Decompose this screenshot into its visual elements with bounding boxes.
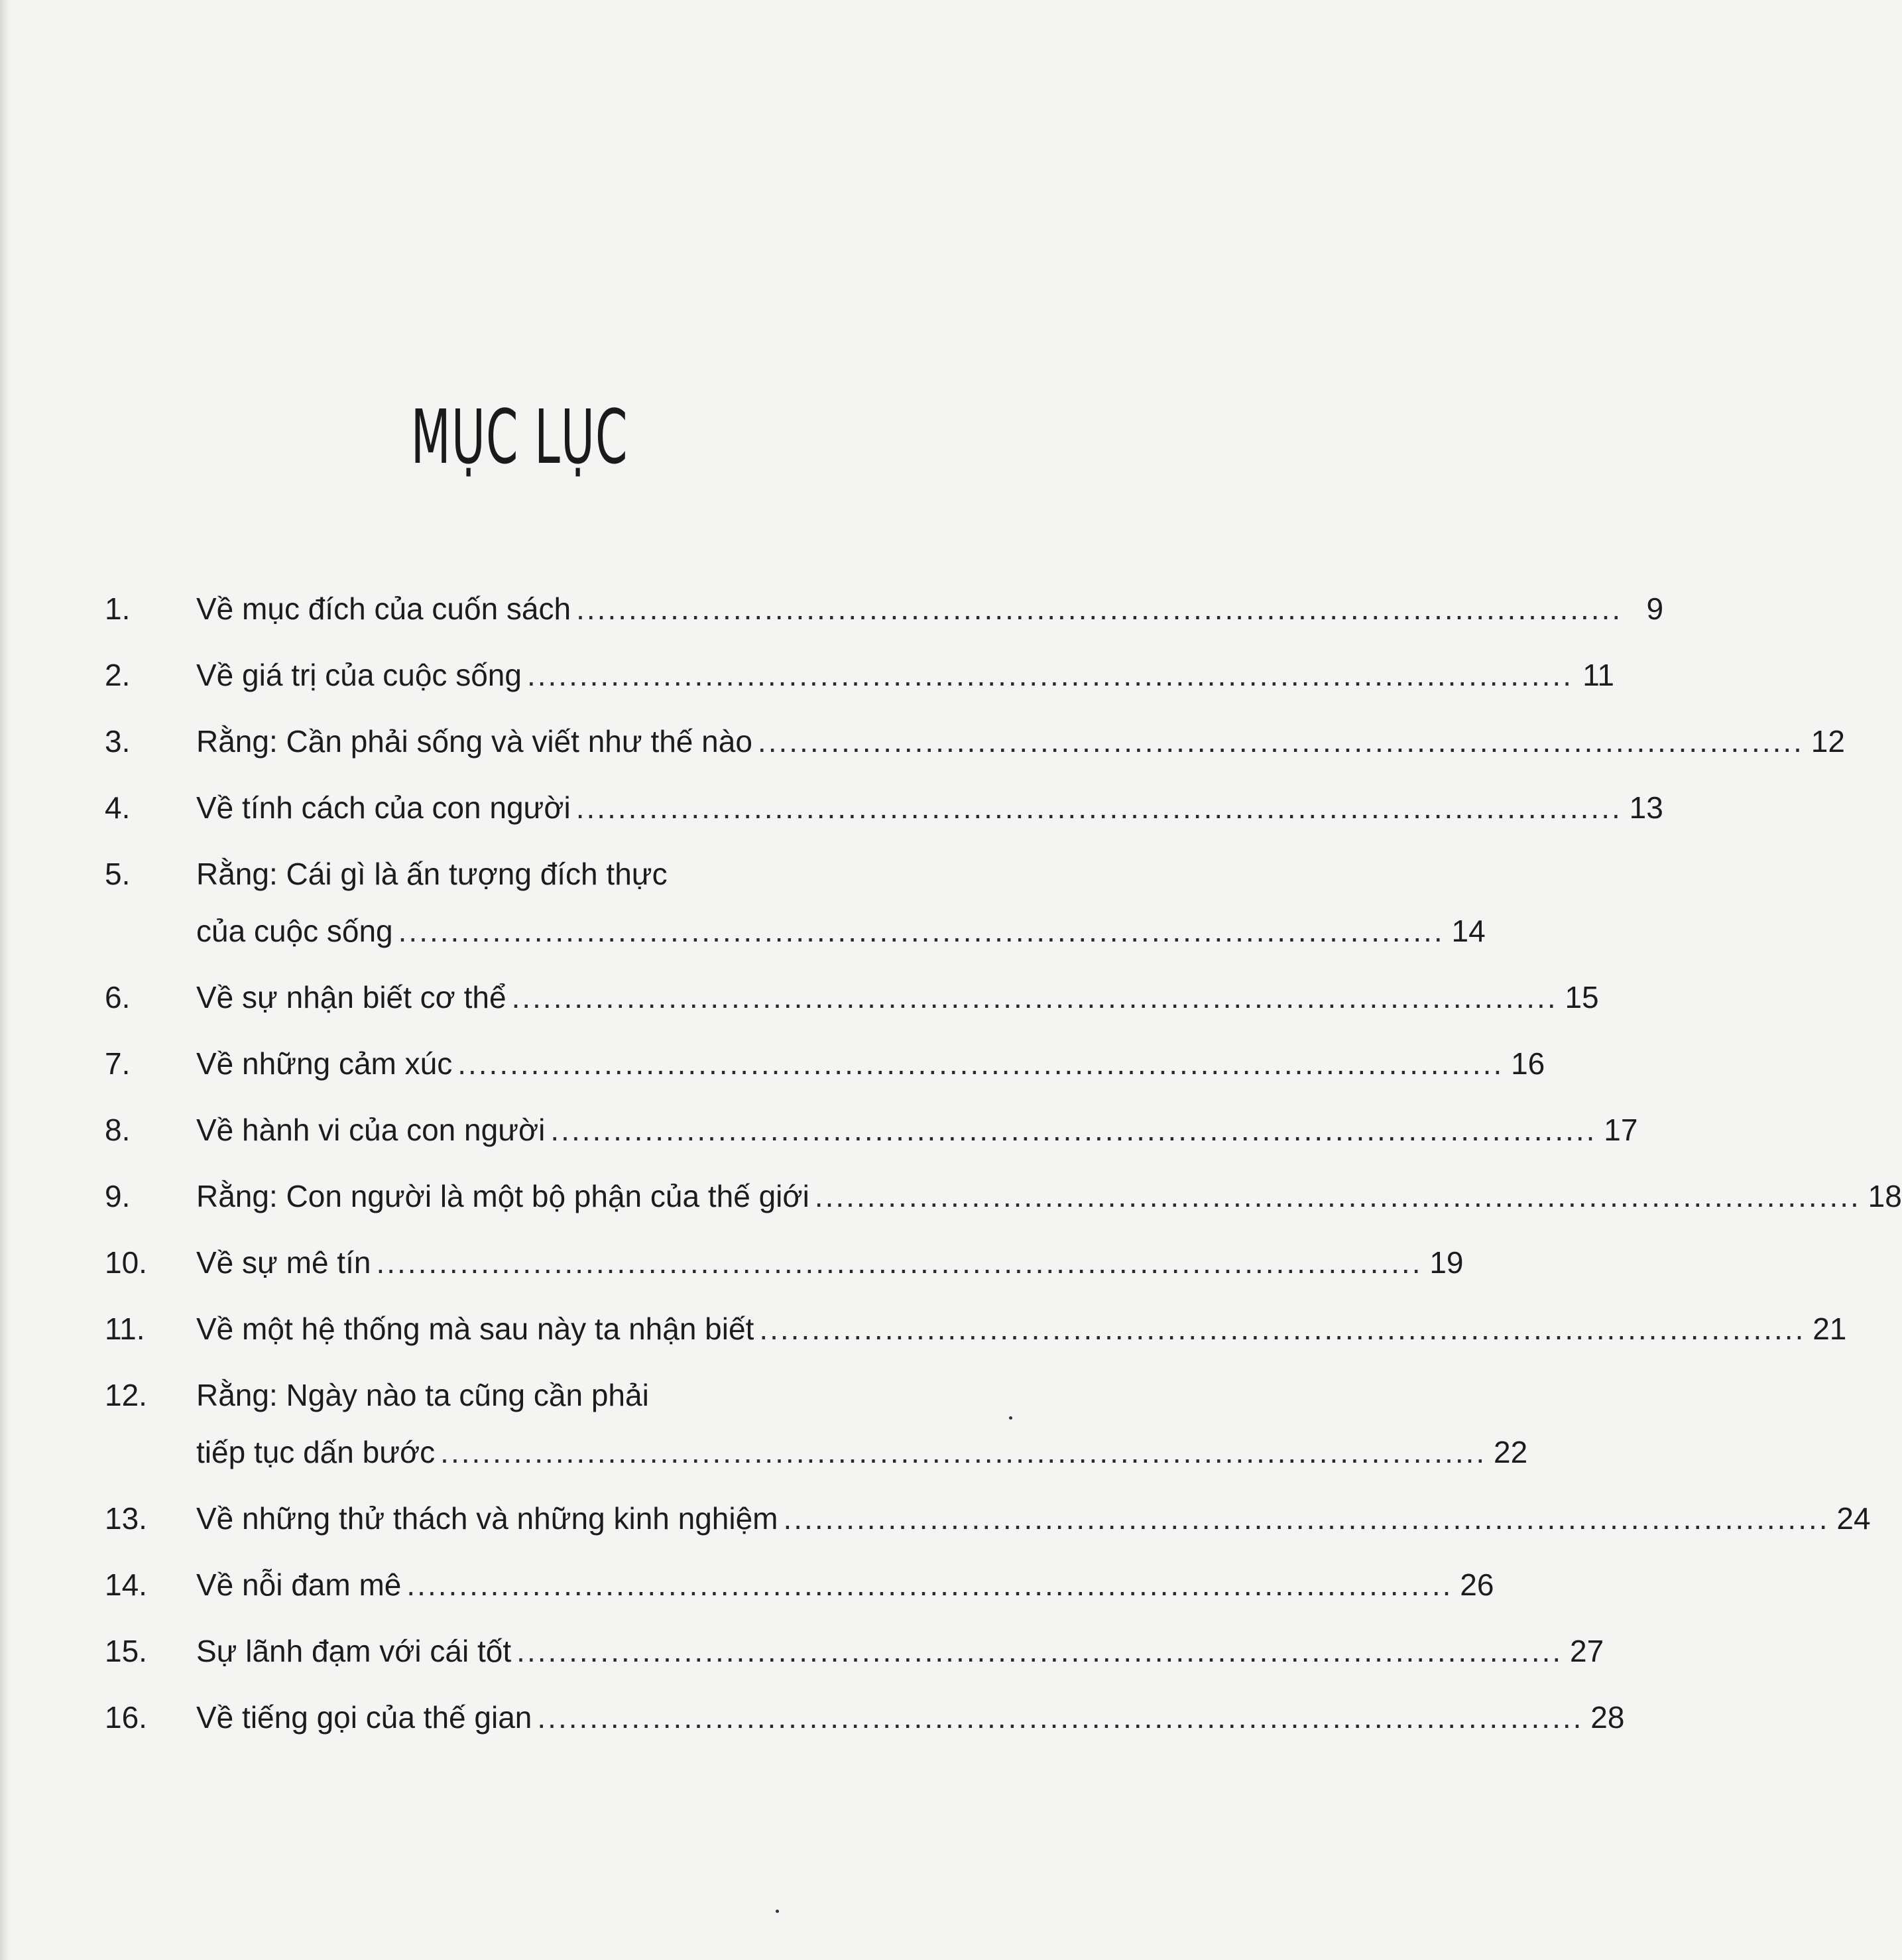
toc-entry-line: [196, 855, 920, 892]
toc-entry-title: Về những thử thách và những kinh nghiệm: [196, 1501, 778, 1536]
toc-entry-number: 12.: [105, 1378, 147, 1412]
toc-entry-number: 4.: [105, 790, 131, 825]
toc-entry-number: 10.: [105, 1245, 147, 1280]
toc-entry-page-number: 13: [1629, 790, 1663, 825]
toc-entry-line: [196, 979, 1599, 1016]
toc-entry-title: Về nỗi đam mê: [196, 1567, 402, 1602]
toc-entry: [105, 590, 1664, 627]
toc-entry-body: [196, 590, 1664, 627]
toc-entry-page-number: 15: [1565, 980, 1599, 1014]
toc-entry-title: Về giá trị của cuộc sống: [196, 658, 522, 692]
toc-entry-line: [196, 1045, 1545, 1082]
toc-entry-body: [196, 656, 1614, 694]
toc-entry-number: 8.: [105, 1113, 131, 1147]
toc-entry-body: [196, 1244, 1464, 1281]
toc-entry-body: [196, 1500, 1871, 1537]
toc-entry-line: [196, 1434, 1528, 1471]
toc-entry: [105, 1377, 1528, 1471]
dot-leader: ....................................................................................................: [440, 1435, 1487, 1469]
toc-entry-body: [196, 1632, 1604, 1670]
dot-leader: ....................................................................................................: [537, 1700, 1584, 1735]
dot-leader: ....................................................................................................: [576, 591, 1623, 626]
dot-leader: ....................................................................................................: [406, 1567, 1453, 1602]
toc-entry-body: [196, 723, 1845, 760]
toc-entry: [105, 789, 1663, 826]
toc-entry: [105, 1310, 1847, 1347]
toc-entry-number: 11.: [105, 1312, 145, 1346]
dot-leader: ....................................................................................................: [759, 1312, 1806, 1346]
toc-entry-number: 1.: [105, 591, 131, 626]
toc-entry-body: [196, 1310, 1847, 1347]
toc-entry-body: [196, 789, 1663, 826]
page-title: MỤC LỤC: [410, 395, 628, 481]
toc-entry: [105, 1500, 1871, 1537]
toc-entry-title: Về hành vi của con người: [196, 1113, 546, 1147]
toc-entry-title: Về mục đích của cuốn sách: [196, 591, 571, 626]
toc-entry-title: Về tính cách của con người: [196, 790, 571, 825]
toc-entry-title: tiếp tục dấn bước: [196, 1435, 436, 1469]
toc-entry-title: Rằng: Ngày nào ta cũng cần phải: [196, 1378, 649, 1412]
dot-leader: ....................................................................................................: [575, 790, 1622, 825]
toc-entry-page-number: 11: [1582, 658, 1614, 692]
toc-entry: [105, 855, 1486, 949]
toc-entry-number: 5.: [105, 857, 131, 891]
toc-entry-line: [196, 1500, 1871, 1537]
toc-entry: [105, 1699, 1625, 1736]
toc-entry-title: Rằng: Cái gì là ấn tượng đích thực: [196, 857, 668, 891]
dot-leader: ....................................................................................................: [814, 1179, 1861, 1213]
toc-entry-number: 6.: [105, 980, 131, 1014]
toc-entry-line: [196, 1310, 1847, 1347]
toc-entry-body: [196, 1699, 1625, 1736]
toc-entry-line: [196, 723, 1845, 760]
toc-entry-body: [196, 1045, 1545, 1082]
toc-entry: [105, 656, 1614, 694]
toc-entry-page-number: 27: [1570, 1634, 1604, 1668]
toc-entry-line: [196, 1178, 1902, 1215]
toc-entry-title: Về sự nhận biết cơ thể: [196, 980, 506, 1014]
toc-entry-page-number: 28: [1590, 1700, 1625, 1735]
toc-entry: [105, 1244, 1464, 1281]
toc-entry-body: [196, 1178, 1902, 1215]
toc-entry: [105, 723, 1845, 760]
toc-entry-page-number: 24: [1836, 1501, 1871, 1536]
dot-leader: ....................................................................................................: [550, 1113, 1597, 1147]
toc-entry-line: [196, 1111, 1638, 1148]
toc-entry-title: của cuộc sống: [196, 914, 393, 948]
toc-entry-line: [196, 1566, 1494, 1603]
toc-entry: [105, 1045, 1545, 1082]
toc-entry-body: [196, 979, 1599, 1016]
paper-speck: [1009, 1416, 1012, 1420]
toc-entry-title: Về tiếng gọi của thế gian: [196, 1700, 532, 1735]
toc-entry-page-number: 19: [1429, 1245, 1464, 1280]
toc-entry-line: [196, 1377, 920, 1414]
toc-entry: [105, 1632, 1604, 1670]
table-of-contents: [105, 590, 1902, 1765]
dot-leader: ....................................................................................................: [511, 980, 1558, 1014]
toc-entry-page-number: 12: [1811, 724, 1845, 759]
dot-leader: ....................................................................................................: [376, 1245, 1423, 1280]
toc-entry-line: [196, 590, 1664, 627]
toc-entry: [105, 979, 1599, 1016]
toc-entry-title: Rằng: Con người là một bộ phận của thế giới: [196, 1179, 809, 1213]
toc-entry-title: Rằng: Cần phải sống và viết như thế nào: [196, 724, 752, 759]
toc-entry-body: [196, 1111, 1638, 1148]
dot-leader: ....................................................................................................: [757, 724, 1804, 759]
toc-entry-title: Sự lãnh đạm với cái tốt: [196, 1634, 512, 1668]
dot-leader: ....................................................................................................: [783, 1501, 1830, 1536]
toc-entry-number: 2.: [105, 658, 131, 692]
toc-entry-title: Về những cảm xúc: [196, 1046, 453, 1081]
toc-entry-page-number: 14: [1451, 914, 1486, 948]
toc-entry-page-number: 21: [1813, 1312, 1847, 1346]
toc-entry-page-number: 26: [1460, 1567, 1494, 1602]
toc-entry-title: Về sự mê tín: [196, 1245, 371, 1280]
toc-entry: [105, 1111, 1638, 1148]
toc-entry-page-number: 16: [1511, 1046, 1545, 1081]
toc-entry-number: 13.: [105, 1501, 147, 1536]
toc-entry-line: [196, 789, 1663, 826]
toc-entry-number: 15.: [105, 1634, 147, 1668]
toc-entry-line: [196, 1632, 1604, 1670]
toc-entry-line: [196, 912, 1486, 949]
toc-entry-line: [196, 656, 1614, 694]
toc-entry-page-number: 9: [1646, 591, 1664, 626]
toc-entry-body: [196, 1566, 1494, 1603]
toc-entry-number: 7.: [105, 1046, 131, 1081]
toc-entry-line: [196, 1699, 1625, 1736]
toc-entry-page-number: 18: [1868, 1179, 1902, 1213]
toc-entry-number: 3.: [105, 724, 131, 759]
toc-entry-page-number: 22: [1494, 1435, 1528, 1469]
toc-entry-number: 14.: [105, 1567, 147, 1602]
toc-entry-title: Về một hệ thống mà sau này ta nhận biết: [196, 1312, 754, 1346]
toc-entry-page-number: 17: [1604, 1113, 1638, 1147]
paper-speck: [776, 1910, 779, 1913]
page-edge-shadow: [0, 0, 9, 1960]
dot-leader: ....................................................................................................: [526, 658, 1573, 692]
dot-leader: ....................................................................................................: [398, 914, 1445, 948]
toc-entry-body: [196, 855, 1486, 949]
toc-entry-line: [196, 1244, 1464, 1281]
dot-leader: ....................................................................................................: [516, 1634, 1563, 1668]
toc-entry: [105, 1178, 1902, 1215]
toc-entry-body: [196, 1377, 1528, 1471]
toc-entry-number: 16.: [105, 1700, 147, 1735]
toc-entry-number: 9.: [105, 1179, 131, 1213]
dot-leader: ....................................................................................................: [457, 1046, 1504, 1081]
toc-entry: [105, 1566, 1494, 1603]
